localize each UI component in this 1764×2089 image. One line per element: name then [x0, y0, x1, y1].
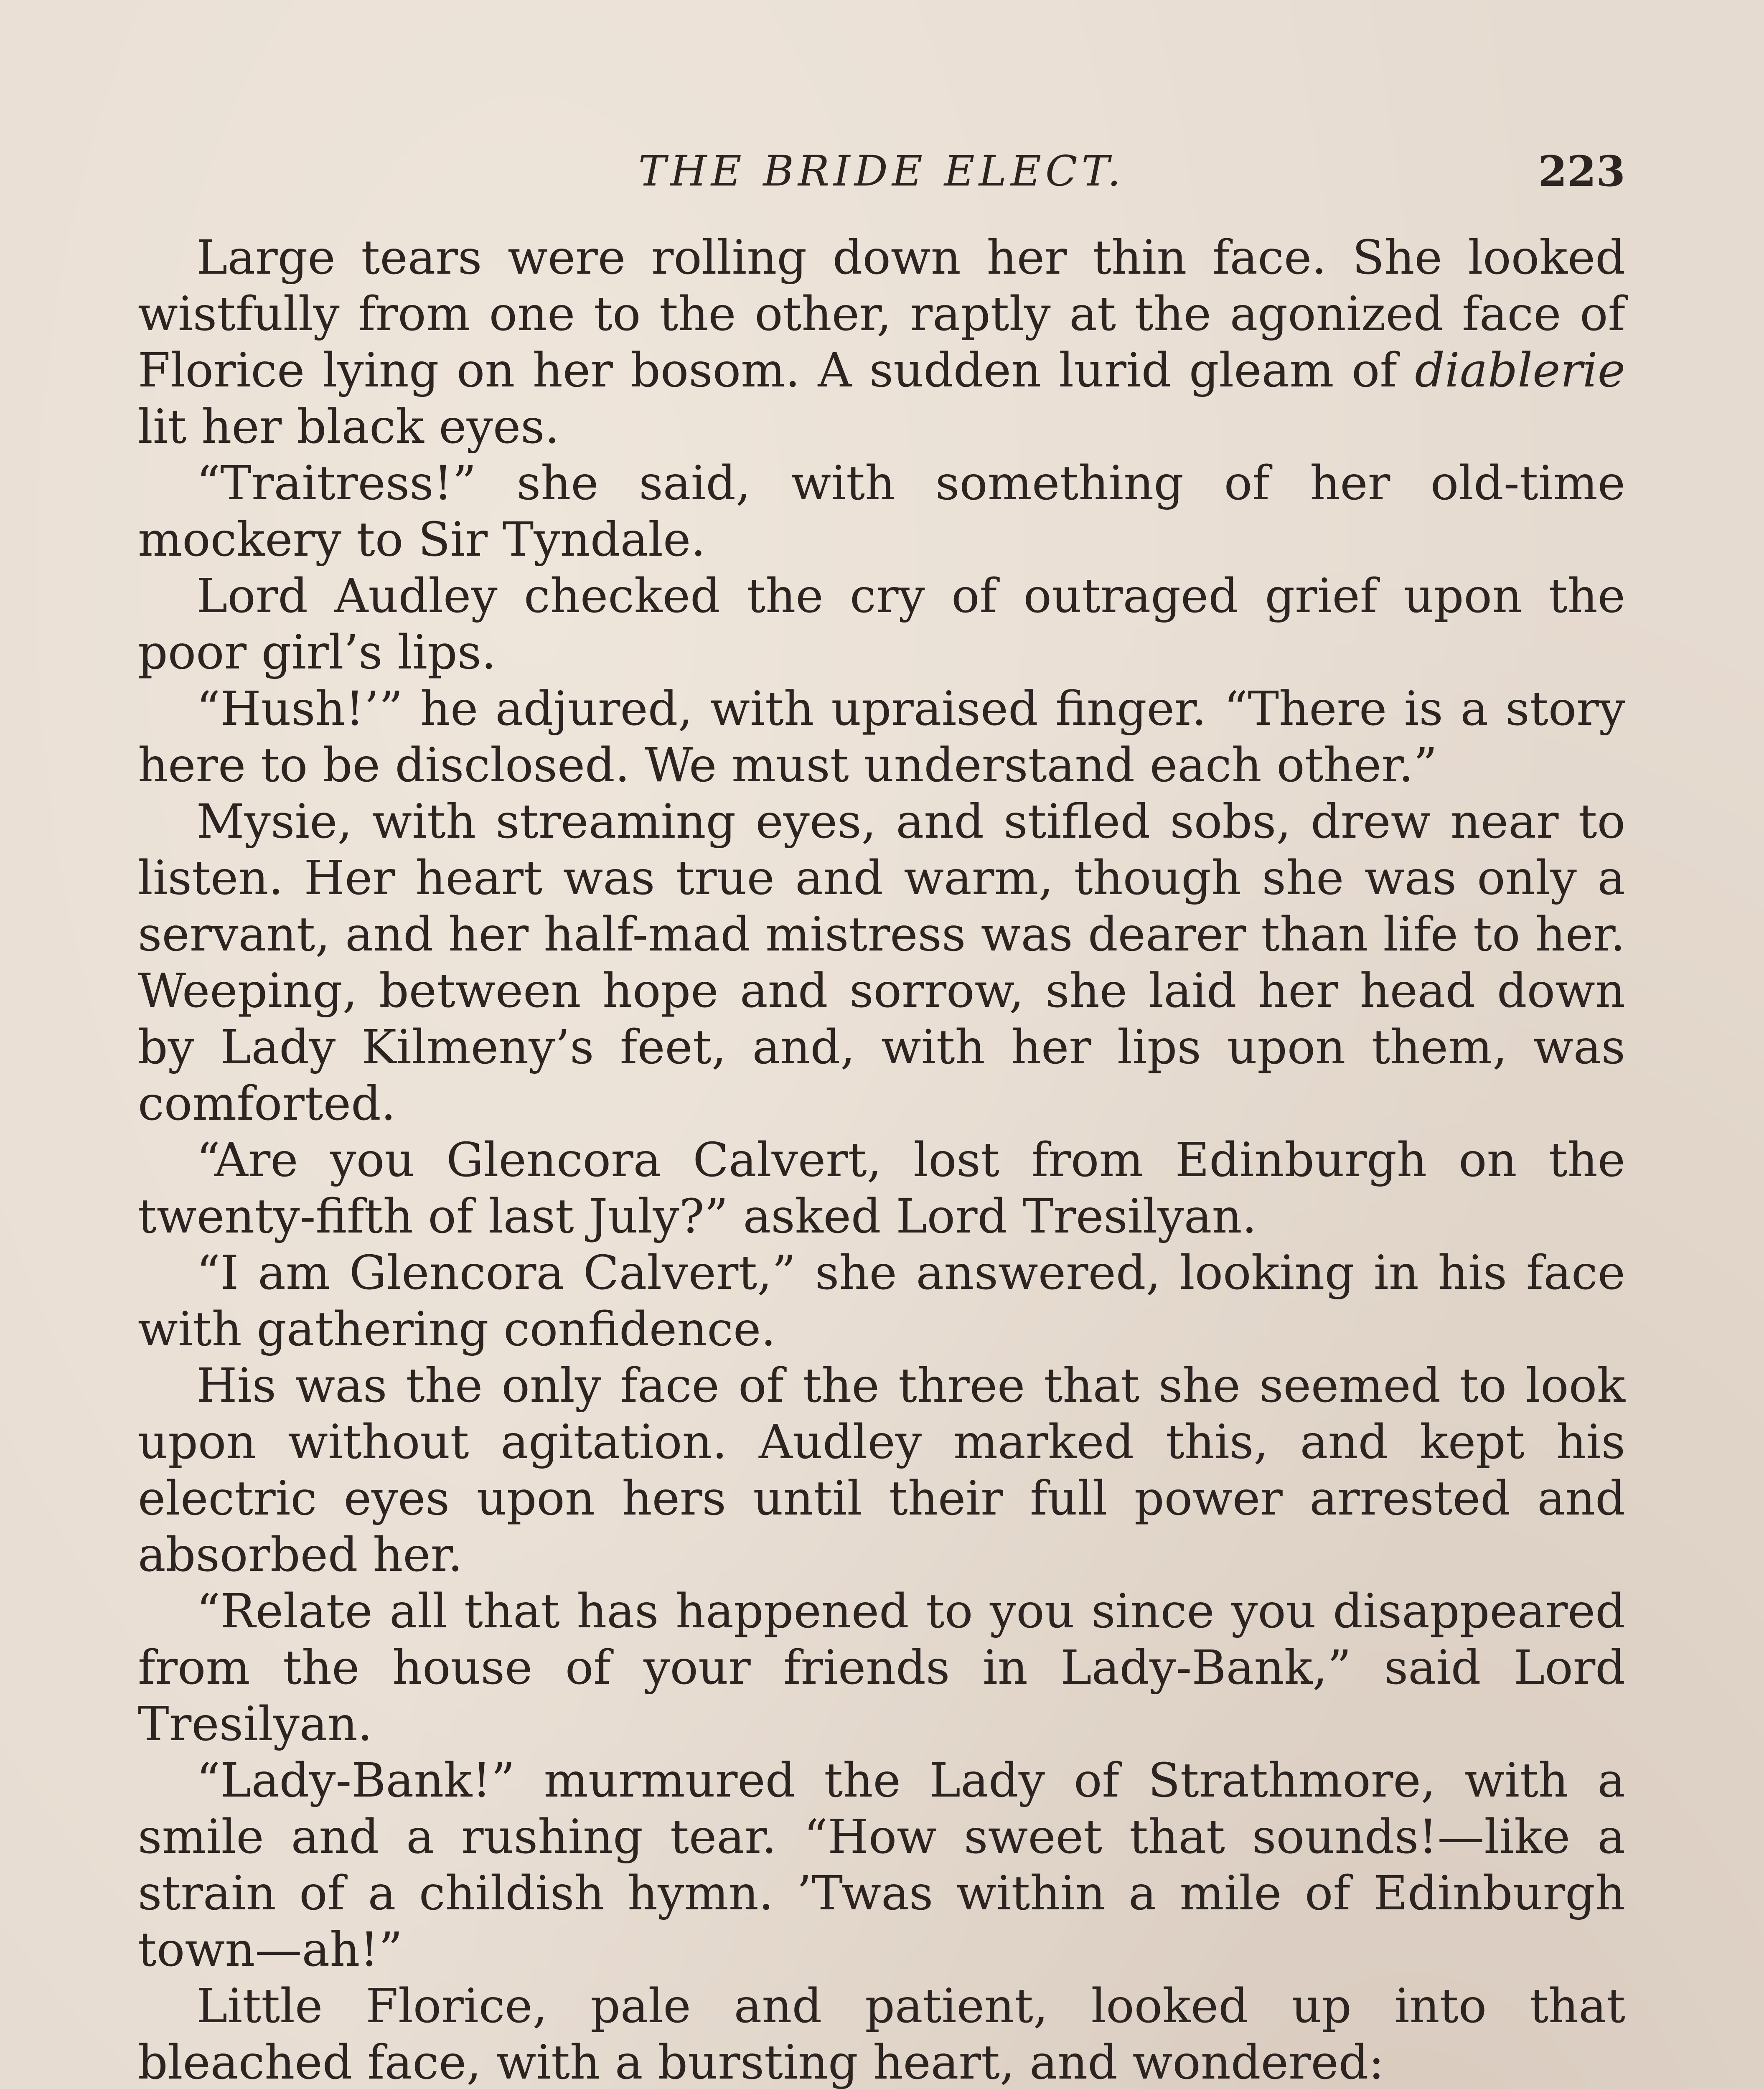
paragraph: “Traitress!” she said, with something of her old-time mockery to Sir Tyndale.	[138, 456, 1625, 567]
paragraph: “I am Glencora Calvert,” she answered, looking in his face with gathering confidence.	[138, 1246, 1625, 1357]
page-header	[138, 138, 1625, 205]
italic-word: diablerie	[1415, 343, 1625, 398]
paragraph: Lord Audley checked the cry of outraged grief upon the poor girl’s lips.	[138, 569, 1625, 680]
book-page	[138, 138, 1625, 2089]
page-number: 223	[1538, 147, 1625, 196]
paragraph: “Relate all that has happened to you since you disappeared from the house of your friends in Lady-Bank,” said Lord Tresilyan.	[138, 1584, 1625, 1751]
paragraph: “Lady-Bank!” murmured the Lady of Strathmore, with a smile and a rushing tear. “How sweet that sounds!—like a strain of a childish hymn. ’Twas within a mile of Edinburgh town—ah!”	[138, 1754, 1625, 1977]
paragraph: “Hush!’” he adjured, with upraised finger. “There is a story here to be disclosed. We must understand each other.”	[138, 682, 1625, 793]
paragraph: Little Florice, pale and patient, looked up into that bleached face, with a bursting heart, and wondered:	[138, 1979, 1625, 2089]
body-text	[138, 230, 1625, 2089]
paragraph: “Are you Glencora Calvert, lost from Edinburgh on the twenty-fifth of last July?” asked Lord Tresilyan.	[138, 1133, 1625, 1244]
paragraph: Large tears were rolling down her thin face. She looked wistfully from one to the other, raptly at the agonized face of Florice lying on her bosom. A sudden lurid gleam of diablerie lit her black eyes.	[138, 231, 1625, 454]
paragraph: His was the only face of the three that she seemed to look upon without agitation. Audley marked this, and kept his electric eyes upon hers until their full power arrested and absorbed her.	[138, 1359, 1625, 1582]
running-title: THE BRIDE ELECT.	[638, 147, 1125, 196]
paragraph: Mysie, with streaming eyes, and stifled sobs, drew near to listen. Her heart was true and warm, though she was only a servant, and her half-mad mistress was dearer than life to her. Weeping, between hope and sorrow, she laid her head down by Lady Kilmeny’s feet, and, with her lips upon them, was comforted.	[138, 795, 1625, 1131]
